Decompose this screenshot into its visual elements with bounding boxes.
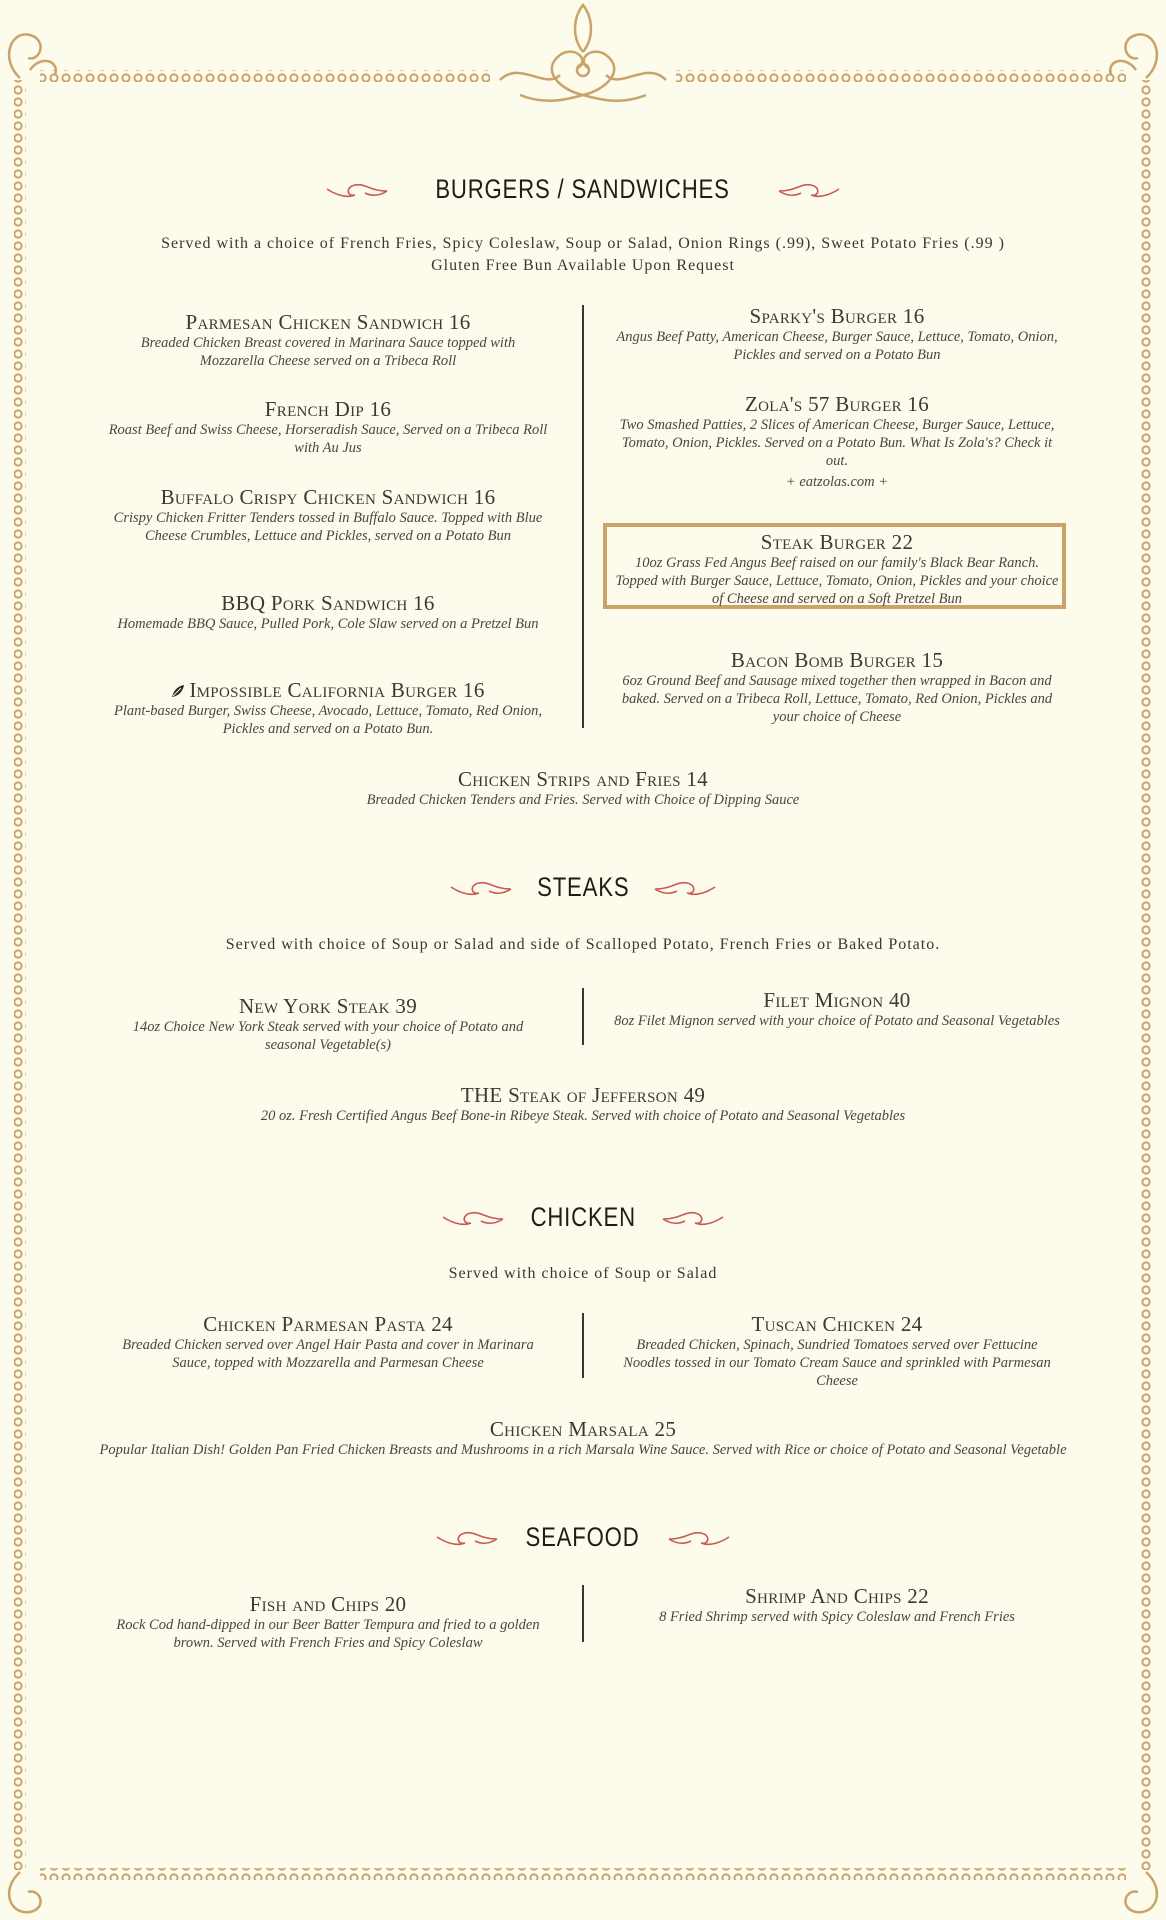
swirl-right-icon xyxy=(777,179,841,201)
section-title: SEAFOOD xyxy=(525,1522,641,1552)
column-divider xyxy=(582,1313,584,1378)
menu-item: Buffalo Crispy Chicken Sandwich 16 Crispy Chicken Fritter Tenders tossed in Buffalo Sauce. Topped with Blue Cheese Crumbles, Lettuce and Pickles, served on a Potato Bun xyxy=(113,485,543,544)
menu-item: French Dip 16 Roast Beef and Swiss Cheese, Horseradish Sauce, Served on a Tribeca Roll with Au Jus xyxy=(108,397,548,456)
section-title: BURGERS / SANDWICHES xyxy=(435,174,731,204)
seafood-heading xyxy=(0,1522,1166,1553)
burgers-note: Served with a choice of French Fries, Spicy Coleslaw, Soup or Salad, Onion Rings (.99), Sweet Potato Fries (.99 ) Gluten Free Bun Available Upon Request xyxy=(161,235,1005,274)
swirl-right-icon xyxy=(661,1207,725,1229)
column-divider xyxy=(582,305,584,728)
menu-item: THE Steak of Jefferson 49 20 oz. Fresh Certified Angus Beef Bone-in Ribeye Steak. Served with choice of Potato and Seasonal Vegetables xyxy=(260,1083,906,1124)
swirl-left-icon xyxy=(449,877,513,899)
menu-item-featured: Steak Burger 22 10oz Grass Fed Angus Beef raised on our family's Black Bear Ranch. Topped with Burger Sauce, Lettuce, Tomato, Onion, Pickles and your choice of Cheese and served on a Soft Pretzel Bun xyxy=(615,530,1059,607)
menu-item: New York Steak 39 14oz Choice New York Steak served with your choice of Potato and seasonal Vegetable(s) xyxy=(132,994,524,1053)
swirl-right-icon xyxy=(667,1527,731,1549)
menu-item: Fish and Chips 20 Rock Cod hand-dipped in our Beer Batter Tempura and fried to a golden brown. Served with French Fries and Spicy Coleslaw xyxy=(116,1592,540,1651)
swirl-right-icon xyxy=(653,877,717,899)
menu-item: Parmesan Chicken Sandwich 16 Breaded Chicken Breast covered in Marinara Sauce topped with Mozzarella Cheese served on a Tribeca Roll xyxy=(140,310,516,369)
chicken-heading xyxy=(0,1202,1166,1233)
chicken-note: Served with choice of Soup or Salad xyxy=(448,1265,718,1282)
menu-item: Sparky's Burger 16 Angus Beef Patty, American Cheese, Burger Sauce, Lettuce, Tomato, Onion, Pickles and served on a Potato Bun xyxy=(616,304,1058,363)
menu-item: BBQ Pork Sandwich 16 Homemade BBQ Sauce, Pulled Pork, Cole Slaw served on a Pretzel Bun xyxy=(117,591,539,632)
swirl-left-icon xyxy=(325,179,389,201)
column-divider xyxy=(582,1585,584,1642)
menu-item: Chicken Strips and Fries 14 Breaded Chicken Tenders and Fries. Served with Choice of Dipping Sauce xyxy=(366,767,800,808)
menu-item: Chicken Parmesan Pasta 24 Breaded Chicken served over Angel Hair Pasta and cover in Marinara Sauce, topped with Mozzarella and Parmesan Cheese xyxy=(122,1312,534,1371)
steaks-note: Served with choice of Soup or Salad and side of Scalloped Potato, French Fries or Baked Potato. xyxy=(225,936,941,953)
leaf-icon xyxy=(171,684,185,698)
section-title: STEAKS xyxy=(536,872,630,902)
swirl-left-icon xyxy=(435,1527,499,1549)
steaks-heading xyxy=(0,872,1166,903)
menu-item: Tuscan Chicken 24 Breaded Chicken, Spinach, Sundried Tomatoes served over Fettucine Noodles tossed in our Tomato Cream Sauce and sprinkled with Parmesan Cheese xyxy=(623,1312,1051,1389)
menu-item: Zola's 57 Burger 16 Two Smashed Patties, 2 Slices of American Cheese, Burger Sauce, Lettuce, Tomato, Onion, Pickles. Served on a Potato Bun. What Is Zola's? Check it out. + eatzolas.com + xyxy=(614,392,1060,491)
swirl-left-icon xyxy=(441,1207,505,1229)
column-divider xyxy=(582,988,584,1045)
burgers-heading xyxy=(0,174,1166,205)
section-title: CHICKEN xyxy=(530,1202,636,1232)
menu-item: Shrimp And Chips 22 8 Fried Shrimp served with Spicy Coleslaw and French Fries xyxy=(659,1584,1015,1625)
top-flourish xyxy=(500,5,666,101)
menu-item: Impossible California Burger 16 Plant-based Burger, Swiss Cheese, Avocado, Lettuce, Tomato, Red Onion, Pickles and served on a Potato Bun. xyxy=(114,678,542,737)
menu-item: Filet Mignon 40 8oz Filet Mignon served with your choice of Potato and Seasonal Vegetables xyxy=(614,988,1060,1029)
menu-item: Bacon Bomb Burger 15 6oz Ground Beef and Sausage mixed together then wrapped in Bacon and baked. Served on a Tribeca Roll, Lettuce, Tomato, Red Onion, Pickles and your choice of Cheese xyxy=(621,648,1053,725)
menu-item: Chicken Marsala 25 Popular Italian Dish! Golden Pan Fried Chicken Breasts and Mushrooms in a rich Marsala Wine Sauce. Served with Rice or choice of Potato and Seasonal Vegetable xyxy=(99,1417,1067,1458)
website-link[interactable]: + eatzolas.com + xyxy=(785,474,889,490)
